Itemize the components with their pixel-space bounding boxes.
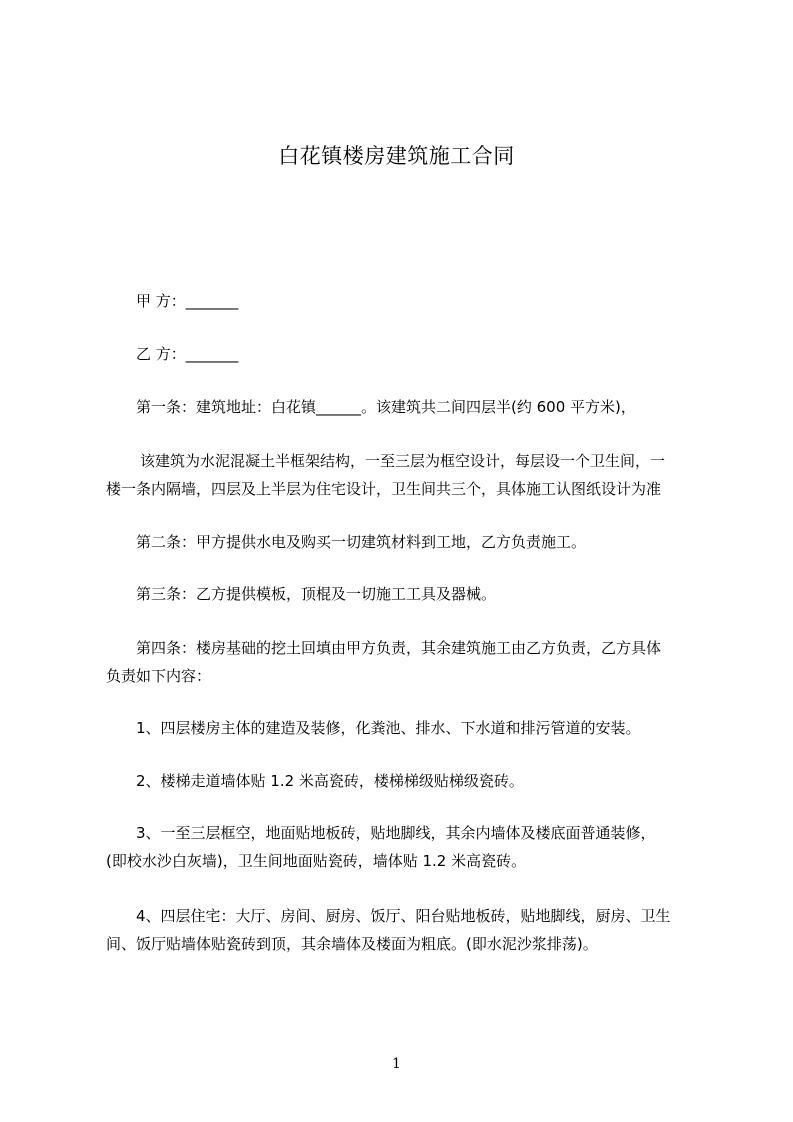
item-4-line-1: 4、四层住宅：大厅、房间、厨房、饭厅、阳台贴地板砖，贴地脚线，厨房、卫生 [136,907,671,925]
party-b-line: 乙 方：_______ [136,345,239,363]
article-3: 第三条：乙方提供模板，顶棍及一切施工工具及器械。 [136,585,497,603]
item-2: 2、楼梯走道墙体贴 1.2 米高瓷砖，楼梯梯级贴梯级瓷砖。 [136,772,524,790]
structure-line-2: 楼一条内隔墙，四层及上半层为住宅设计，卫生间共三个，具体施工认图纸设计为准 [106,480,662,498]
article-4-line-2: 负责如下内容： [106,667,212,685]
article-4-line-1: 第四条：楼房基础的挖土回填由甲方负责，其余建筑施工由乙方负责，乙方具体 [136,639,662,657]
item-4-line-2: 间、饭厅贴墙体贴瓷砖到顶，其余墙体及楼面为粗底。(即水泥沙浆排荡)。 [106,935,598,953]
party-a-line: 甲 方：_______ [136,292,239,310]
item-1: 1、四层楼房主体的建造及装修，化粪池、排水、下水道和排污管道的安装。 [136,719,641,737]
structure-line-1: 该建筑为水泥混凝土半框架结构，一至三层为框空设计，每层设一个卫生间，一 [140,452,666,470]
article-2: 第二条：甲方提供水电及购买一切建筑材料到工地，乙方负责施工。 [136,533,587,551]
item-3-line-1: 3、一至三层框空，地面贴地板砖，贴地脚线，其余内墙体及楼底面普通装修， [136,824,656,842]
item-3-line-2: (即校水沙白灰墙)，卫生间地面贴瓷砖，墙体贴 1.2 米高瓷砖。 [106,852,527,870]
article-1: 第一条：建筑地址：白花镇______。该建筑共二间四层半(约 600 平方米)， [136,398,636,416]
page-number: 1 [392,1056,401,1072]
document-title: 白花镇楼房建筑施工合同 [278,144,515,168]
